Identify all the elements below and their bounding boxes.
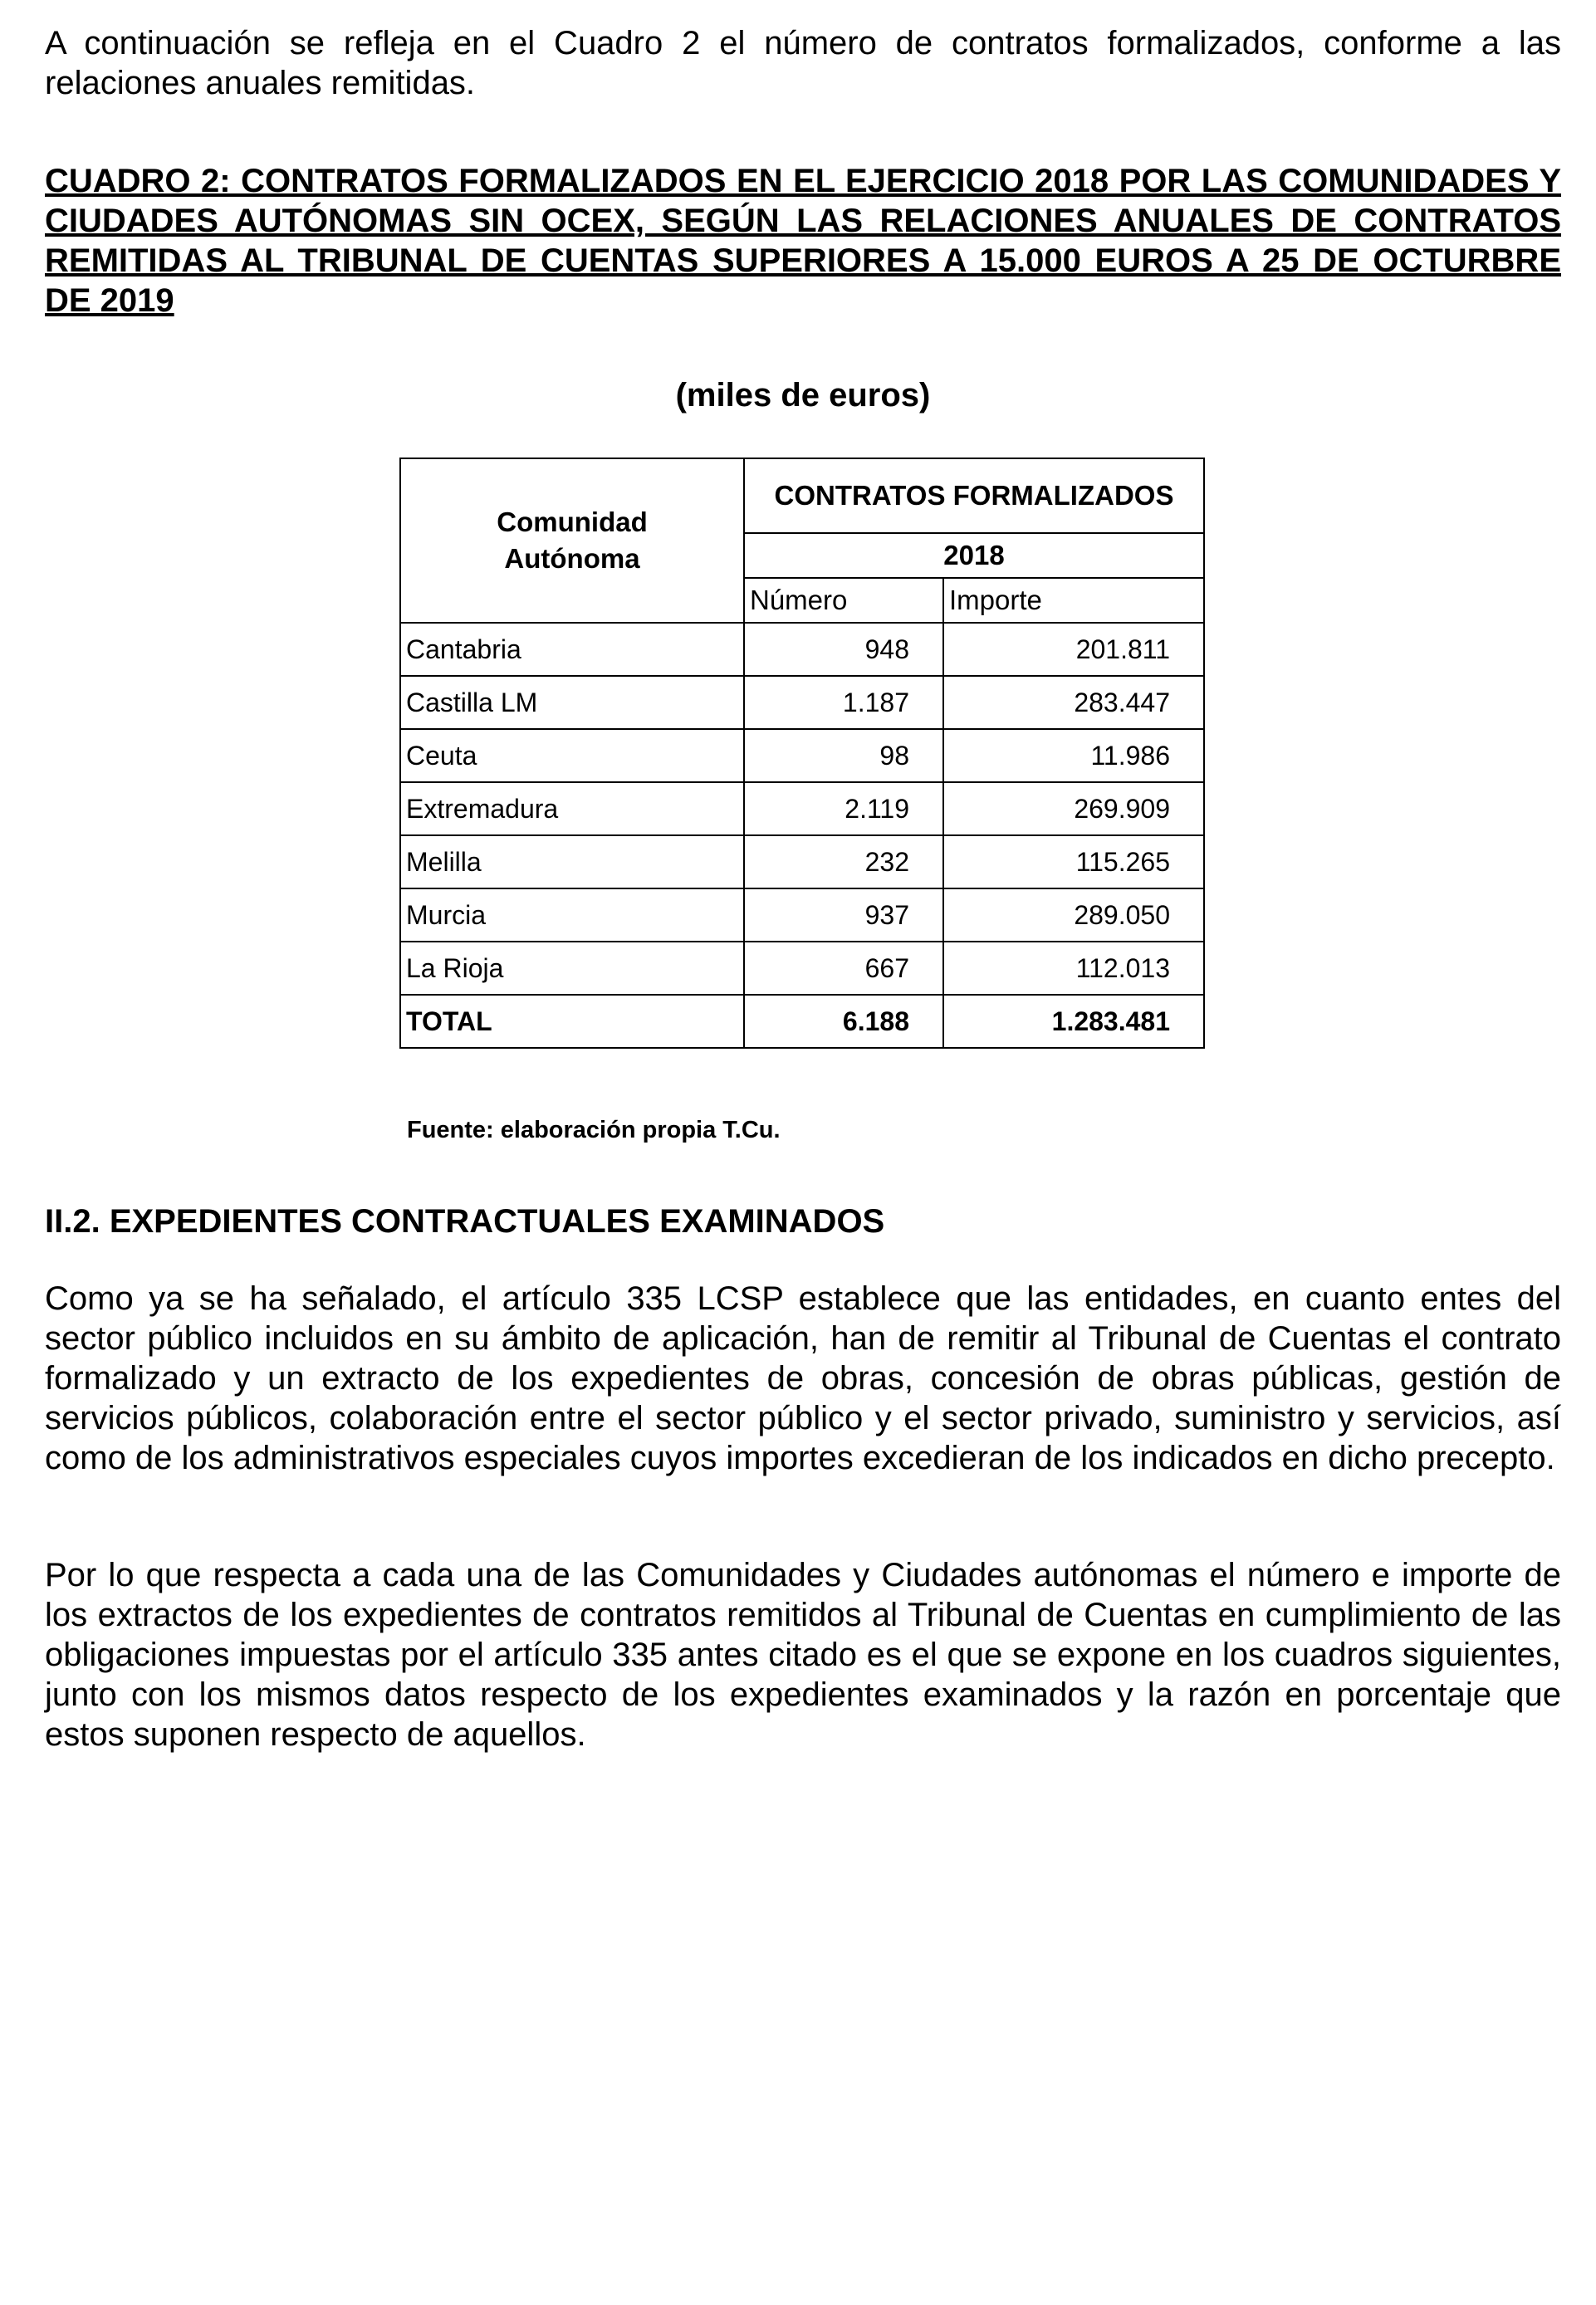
row-comunidad: Castilla LM [400, 676, 744, 729]
contracts-table-wrapper [399, 458, 1205, 1049]
table-row [400, 676, 1204, 729]
table-row [400, 729, 1204, 782]
row-importe: 201.811 [943, 623, 1204, 676]
row-comunidad: Cantabria [400, 623, 744, 676]
body-paragraph-1: Como ya se ha señalado, el artículo 335 LCSP establece que las entidades, en cuanto entes del sector público incluidos en su ámbito de aplicación, han de remitir al Tribunal de Cuentas el contrato formalizado y un extracto de los expedientes de obras, concesión de obras públicas, gestión de servicios públicos, colaboración entre el sector público y el sector privado, suministro y servicios, así como de los administrativos especiales cuyos importes excedieran de los indicados en dicho precepto. [45, 1280, 1561, 1476]
table-row [400, 835, 1204, 888]
section-heading: II.2. EXPEDIENTES CONTRACTUALES EXAMINADOS [45, 1203, 885, 1240]
table-header-row [400, 458, 1204, 533]
table-row [400, 888, 1204, 942]
header-year: 2018 [744, 533, 1204, 578]
row-numero: 2.119 [744, 782, 943, 835]
row-comunidad: La Rioja [400, 942, 744, 995]
table-caption: CUADRO 2: CONTRATOS FORMALIZADOS EN EL EJERCICIO 2018 POR LAS COMUNIDADES Y CIUDADES AUTÓNOMAS SIN OCEX, SEGÚN LAS RELACIONES ANUALES DE CONTRATOS REMITIDAS AL TRIBUNAL DE CUENTAS SUPERIORES A 15.000 EUROS A 25 DE OCTURBRE DE 2019 [45, 163, 1561, 319]
header-importe: Importe [943, 578, 1204, 623]
header-comunidad-label: Comunidad Autónoma [497, 507, 648, 574]
row-numero: 232 [744, 835, 943, 888]
row-comunidad: Ceuta [400, 729, 744, 782]
row-comunidad: Murcia [400, 888, 744, 942]
row-numero: 937 [744, 888, 943, 942]
total-numero: 6.188 [744, 995, 943, 1048]
row-importe: 112.013 [943, 942, 1204, 995]
total-importe: 1.283.481 [943, 995, 1204, 1048]
row-importe: 11.986 [943, 729, 1204, 782]
row-numero: 948 [744, 623, 943, 676]
table-body [400, 623, 1204, 995]
header-numero: Número [744, 578, 943, 623]
header-comunidad [400, 458, 744, 623]
total-label: TOTAL [400, 995, 744, 1048]
header-contratos-formalizados: CONTRATOS FORMALIZADOS [744, 458, 1204, 533]
row-numero: 667 [744, 942, 943, 995]
unit-label: (miles de euros) [675, 377, 931, 414]
row-importe: 289.050 [943, 888, 1204, 942]
row-importe: 115.265 [943, 835, 1204, 888]
table-row [400, 942, 1204, 995]
row-comunidad: Melilla [400, 835, 744, 888]
table-source: Fuente: elaboración propia T.Cu. [407, 1117, 781, 1143]
intro-paragraph: A continuación se refleja en el Cuadro 2 el número de contratos formalizados, conforme a las relaciones anuales remitidas. [45, 25, 1561, 101]
row-numero: 1.187 [744, 676, 943, 729]
table-row [400, 782, 1204, 835]
row-importe: 283.447 [943, 676, 1204, 729]
row-numero: 98 [744, 729, 943, 782]
table-row [400, 623, 1204, 676]
row-importe: 269.909 [943, 782, 1204, 835]
table-total-row [400, 995, 1204, 1048]
contracts-table [399, 458, 1205, 1049]
body-paragraph-2: Por lo que respecta a cada una de las Comunidades y Ciudades autónomas el número e importe de los extractos de los expedientes de contratos remitidos al Tribunal de Cuentas en cumplimiento de las obligaciones impuestas por el artículo 335 antes citado es el que se expone en los cuadros siguientes, junto con los mismos datos respecto de los expedientes examinados y la razón en porcentaje que estos suponen respecto de aquellos. [45, 1557, 1561, 1753]
row-comunidad: Extremadura [400, 782, 744, 835]
